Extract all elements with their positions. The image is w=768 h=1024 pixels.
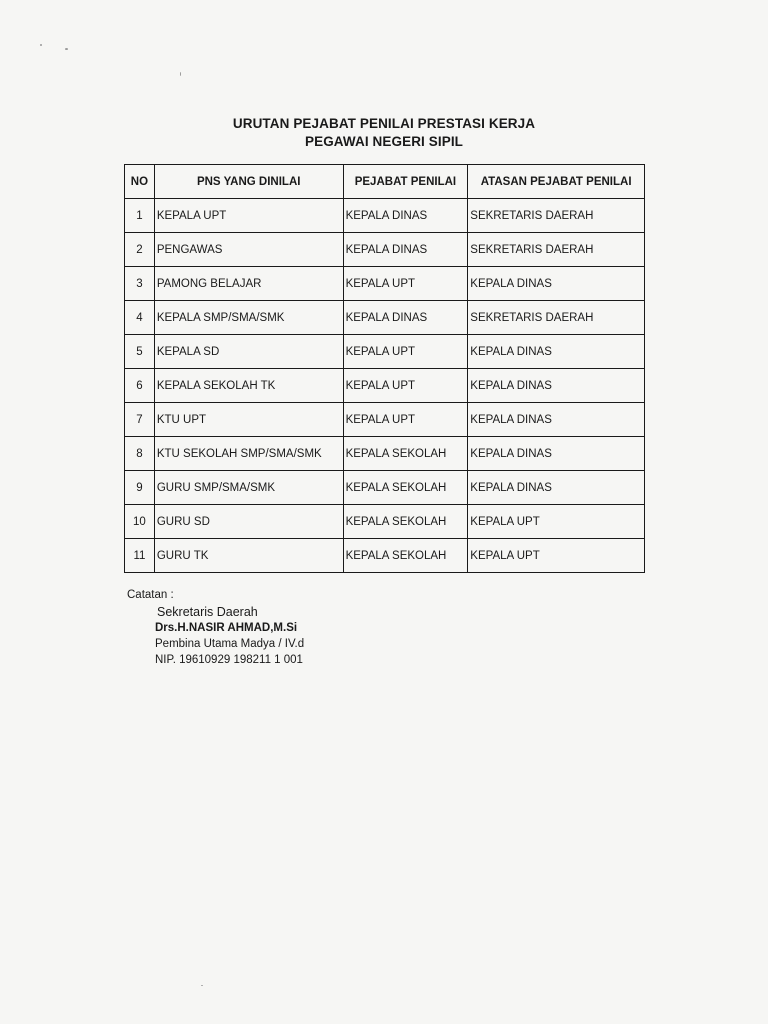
pns-yang-dinilai-cell: KEPALA SMP/SMA/SMK	[154, 301, 343, 335]
column-header-pns-yang-dinilai: PNS YANG DINILAI	[154, 165, 343, 199]
row-number: 6	[125, 369, 155, 403]
column-header-pejabat-penilai: PEJABAT PENILAI	[343, 165, 468, 199]
row-number: 11	[125, 539, 155, 573]
atasan-pejabat-penilai-cell: KEPALA DINAS	[468, 437, 645, 471]
pejabat-penilai-cell: KEPALA SEKOLAH	[343, 505, 468, 539]
row-number: 3	[125, 267, 155, 301]
signatory-role: Sekretaris Daerah	[157, 605, 258, 619]
pejabat-penilai-cell: KEPALA SEKOLAH	[343, 471, 468, 505]
atasan-pejabat-penilai-cell: KEPALA UPT	[468, 539, 645, 573]
atasan-pejabat-penilai-cell: SEKRETARIS DAERAH	[468, 301, 645, 335]
pns-yang-dinilai-cell: KEPALA UPT	[154, 199, 343, 233]
table-row	[125, 301, 645, 335]
table-row	[125, 233, 645, 267]
table-row	[125, 437, 645, 471]
row-number: 4	[125, 301, 155, 335]
pns-yang-dinilai-cell: KEPALA SD	[154, 335, 343, 369]
column-header-no: NO	[125, 165, 155, 199]
row-number: 2	[125, 233, 155, 267]
scan-speck	[65, 48, 68, 50]
pns-yang-dinilai-cell: GURU TK	[154, 539, 343, 573]
table-row	[125, 471, 645, 505]
pejabat-penilai-cell: KEPALA UPT	[343, 403, 468, 437]
pns-yang-dinilai-cell: PAMONG BELAJAR	[154, 267, 343, 301]
pejabat-penilai-cell: KEPALA SEKOLAH	[343, 539, 468, 573]
row-number: 5	[125, 335, 155, 369]
table-row	[125, 505, 645, 539]
pejabat-penilai-cell: KEPALA SEKOLAH	[343, 437, 468, 471]
table-row	[125, 539, 645, 573]
document-title-line-2: PEGAWAI NEGERI SIPIL	[304, 134, 464, 149]
atasan-pejabat-penilai-cell: SEKRETARIS DAERAH	[468, 233, 645, 267]
table-row	[125, 403, 645, 437]
signatory-rank: Pembina Utama Madya / IV.d	[155, 638, 305, 650]
row-number: 7	[125, 403, 155, 437]
document-title-line-1: URUTAN PEJABAT PENILAI PRESTASI KERJA	[232, 116, 536, 131]
pejabat-penilai-cell: KEPALA DINAS	[343, 199, 468, 233]
atasan-pejabat-penilai-cell: KEPALA DINAS	[468, 267, 645, 301]
pejabat-penilai-cell: KEPALA UPT	[343, 335, 468, 369]
row-number: 10	[125, 505, 155, 539]
evaluator-table	[124, 164, 645, 573]
table-row	[125, 267, 645, 301]
signatory-name: Drs.H.NASIR AHMAD,M.Si	[155, 622, 298, 634]
pejabat-penilai-cell: KEPALA UPT	[343, 369, 468, 403]
pns-yang-dinilai-cell: GURU SD	[154, 505, 343, 539]
signatory-nip: NIP. 19610929 198211 1 001	[155, 654, 303, 666]
scan-speck	[180, 72, 181, 76]
table-row	[125, 199, 645, 233]
scan-speck	[201, 985, 203, 986]
pns-yang-dinilai-cell: KTU SEKOLAH SMP/SMA/SMK	[154, 437, 343, 471]
pejabat-penilai-cell: KEPALA DINAS	[343, 301, 468, 335]
atasan-pejabat-penilai-cell: KEPALA DINAS	[468, 471, 645, 505]
atasan-pejabat-penilai-cell: KEPALA DINAS	[468, 403, 645, 437]
atasan-pejabat-penilai-cell: KEPALA DINAS	[468, 369, 645, 403]
pns-yang-dinilai-cell: PENGAWAS	[154, 233, 343, 267]
scan-speck	[40, 44, 42, 46]
table-header-row	[125, 165, 645, 199]
note-label: Catatan :	[127, 589, 174, 601]
pns-yang-dinilai-cell: KEPALA SEKOLAH TK	[154, 369, 343, 403]
column-header-atasan-pejabat-penilai: ATASAN PEJABAT PENILAI	[468, 165, 645, 199]
table-row	[125, 369, 645, 403]
pns-yang-dinilai-cell: KTU UPT	[154, 403, 343, 437]
row-number: 9	[125, 471, 155, 505]
atasan-pejabat-penilai-cell: KEPALA UPT	[468, 505, 645, 539]
pejabat-penilai-cell: KEPALA UPT	[343, 267, 468, 301]
atasan-pejabat-penilai-cell: SEKRETARIS DAERAH	[468, 199, 645, 233]
pejabat-penilai-cell: KEPALA DINAS	[343, 233, 468, 267]
atasan-pejabat-penilai-cell: KEPALA DINAS	[468, 335, 645, 369]
table-row	[125, 335, 645, 369]
row-number: 8	[125, 437, 155, 471]
row-number: 1	[125, 199, 155, 233]
pns-yang-dinilai-cell: GURU SMP/SMA/SMK	[154, 471, 343, 505]
